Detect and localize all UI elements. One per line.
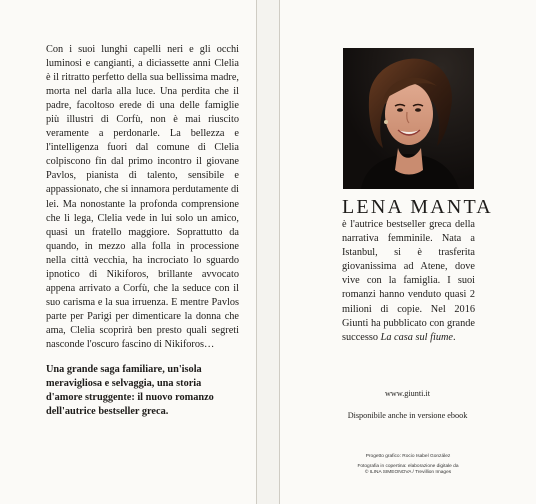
previous-book-title: La casa sul fiume <box>380 331 453 343</box>
left-flap <box>0 0 256 504</box>
author-name: LENA MANTA <box>342 196 493 218</box>
photo-credit-line-2: © ILINA SIMEONOVA / Trevillion Images <box>364 470 452 476</box>
author-portrait-photo <box>343 48 474 189</box>
photo-credit-line-1: Fotografia in copertina: elaborazione digitale da <box>357 463 459 469</box>
tagline-text: Una grande saga familiare, un'isola meravigliosa e selvaggia, una storia d'amore struggente: il nuovo romanzo dell'autrice bestseller greca. <box>46 364 214 418</box>
author-bio-text: è l'autrice bestseller greca della narrativa femminile. Nata a Istanbul, si è trasferita giovanissima ad Atene, dove vive con la famiglia. I suoi romanzi hanno venduto quasi 2 milioni di copie. Nel 2016 Giunti ha pubblicato con grande successo <box>342 219 475 343</box>
spine-gutter <box>256 0 280 504</box>
ebook-availability-note: Disponibile anche in versione ebook <box>347 411 468 420</box>
author-bio <box>342 218 475 345</box>
design-credit: Progetto grafico: Rocio Isabel González <box>365 454 451 459</box>
publisher-website: www.giunti.it <box>385 389 430 398</box>
author-bio-end: . <box>452 331 456 343</box>
fold-line-left <box>256 0 257 504</box>
cover-credits <box>318 454 498 477</box>
synopsis-text: Con i suoi lunghi capelli neri e gli occhi luminosi e cangianti, a diciassette anni Clelia è il ritratto perfetto della sua bellissima madre, morta nel darla alla luce. Una perdita che il padre, facoltoso erede di una delle famiglie più illustri di Corfù, non è mai riuscito veramente a perdonarle. La bellezza e l'intelligenza fuori dal comune di Clelia colpiscono fin dal primo incontro il giovane Pavlos, pianista di talento, sensibile e appassionato, che si innamora perdutamente di lei. Ma nonostante la profonda comprensione che li lega, Clelia vede in lui solo un amico, quasi un fratello maggiore. Soprattutto da quando, in mezzo alla folla in processione nella città vecchia, ha incrociato lo sguardo ipnotico di Nikiforos, brillante avvocato appena arrivato a Corfù, che la seduce con il suo carisma e la sua irruenza. E mentre Pavlos parte per Parigi per dimenticare la donna che ama, Clelia scoprirà ben presto quali segreti nasconde l'oscuro fascino di Nikiforos… <box>46 44 239 350</box>
author-portrait <box>343 48 474 189</box>
